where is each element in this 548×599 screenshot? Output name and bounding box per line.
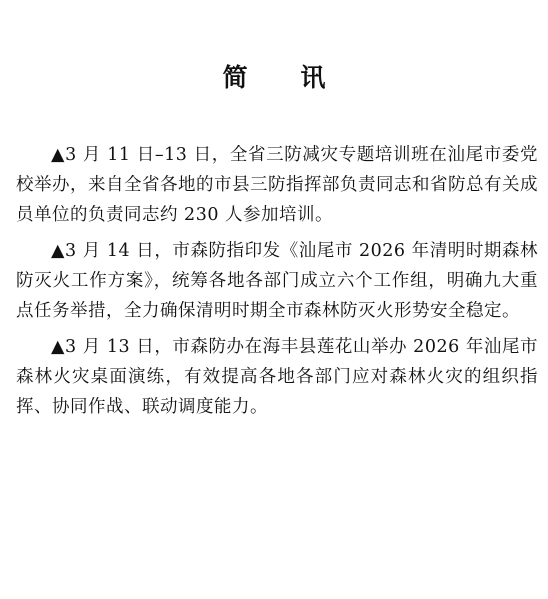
page-title: 简 讯 [222,63,348,92]
news-brief-list [16,140,538,422]
news-item-fire-plan: ▲3 月 14 日，市森防指印发《汕尾市 2026 年清明时期森林防灭火工作方案》，统筹各地各部门成立六个工作组，明确九大重点任务举措，全力确保清明时期全市森林防灭火形势安全稳定。 [16,241,538,321]
news-item-drill: ▲3 月 13 日，市森防办在海丰县莲花山举办 2026 年汕尾市森林火灾桌面演练，有效提高各地各部门应对森林火灾的组织指挥、协同作战、联动调度能力。 [16,337,538,417]
news-item-training: ▲3 月 11 日–13 日，全省三防减灾专题培训班在汕尾市委党校举办，来自全省各地的市县三防指挥部负责同志和省防总有关成员单位的负责同志约 230 人参加培训。 [16,145,538,225]
